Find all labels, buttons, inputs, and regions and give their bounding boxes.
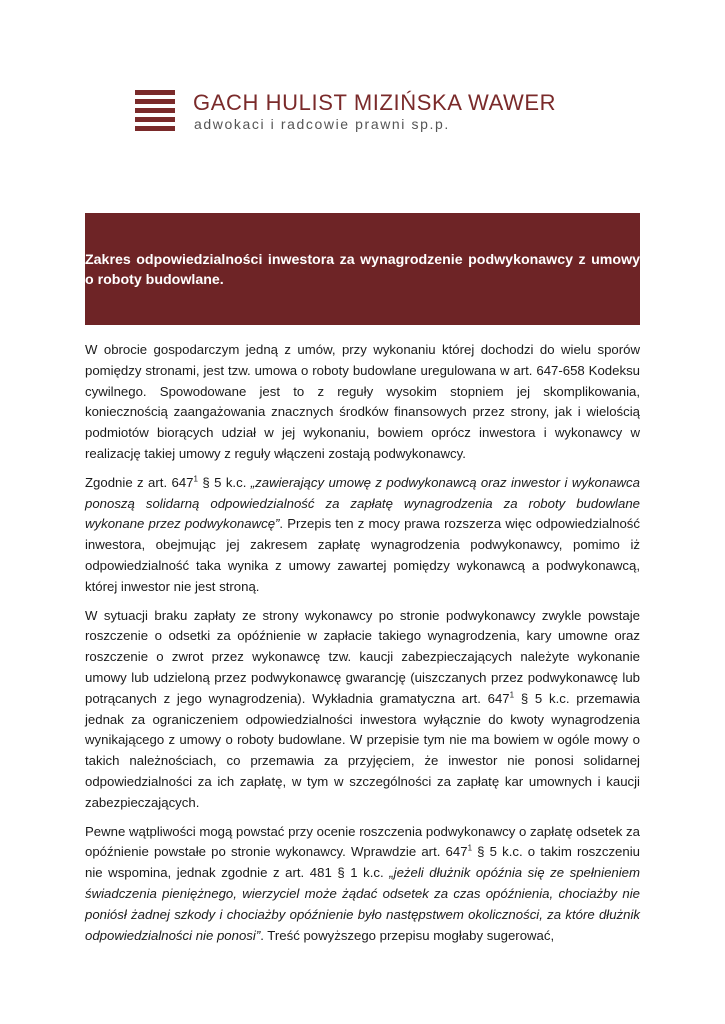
superscript: 1 [193, 474, 198, 484]
legal-quote: „zawierający umowę z podwykonawcą oraz inwestor i wykonawca ponoszą solidarną odpowiedzialność za zapłatę wynagrodzenia za roboty budowlane wykonane przez podwykonawcę” [85, 474, 640, 532]
text-run: Pewne wątpliwości mogą powstać przy ocenie roszczenia podwykonawcy o zapłatę odsetek za opóźnienie powstałe po stronie wykonawcy. Wprawdzie art. 647 [85, 823, 640, 860]
legal-quote: „jeżeli dłużnik opóźnia się ze spełnieniem świadczenia pieniężnego, wierzyciel może żądać odsetek za czas opóźnienia, chociażby nie poniósł żadnej szkody i chociażby opóźnienie było następstwem okoliczności, za które dłużnik odpowiedzialności nie ponosi” [85, 865, 640, 943]
firm-name: GACH HULIST MIZIŃSKA WAWER [193, 90, 557, 115]
paragraph-3 [85, 606, 640, 814]
superscript: 1 [509, 690, 515, 700]
title-banner [85, 213, 640, 325]
paragraph-4 [85, 822, 640, 947]
superscript: 1 [467, 843, 473, 853]
text-run: § 5 k.c. przemawia jednak za ograniczeniem odpowiedzialności inwestora wyłącznie do kwoty wynagrodzenia wynikającego z umowy o roboty budowlane. W przepisie tym nie ma bowiem w ogóle mowy o takich należnościach, co przemawia za przyjęciem, że inwestor nie ponosi solidarnej odpowiedzialności za ich zapłatę, w tym w szczególności za zapłatę kar umownych i kaucji zabezpieczających. [85, 690, 641, 810]
text-run: . Treść powyższego przepisu mogłaby sugerować, [260, 927, 555, 943]
text-run: . Przepis ten z mocy prawa rozszerza więc odpowiedzialność inwestora, obejmując jej zakresem zapłatę wynagrodzenia podwykonawcy, pomimo iż odpowiedzialność taka wynika z umowy zawartej pomiędzy wykonawcą a podwykonawcą, której inwestor nie jest stroną. [85, 516, 640, 594]
document-body [85, 340, 640, 954]
firm-subtitle: adwokaci i radcowie prawni sp.p. [194, 116, 450, 132]
text-run: W sytuacji braku zapłaty ze strony wykonawcy po stronie podwykonawcy zwykle powstaje roszczenie o odsetki za opóźnienie w zapłacie takiego wynagrodzenia, kary umowne oraz roszczenie o zwrot przez wykonawcę tzw. kaucji zabezpieczających należyte wykonanie umowy lub udzieloną przez podwykonawcę gwarancję (uiszczanych przez podwykonawcę lub potrącanych z jego wynagrodzenia). Wykładnia gramatyczna art. 647 [85, 607, 640, 706]
text-run: Zgodnie z art. 647 [85, 474, 194, 490]
text-run: § 5 k.c. o takim roszczeniu nie wspomina, jednak zgodnie z art. 481 § 1 k.c. [85, 844, 640, 881]
document-title: Zakres odpowiedzialności inwestora za wynagrodzenie podwykonawcy z umowy o roboty budowlane. [85, 252, 640, 288]
text-run: § 5 k.c. [197, 474, 251, 490]
logo-stripes-icon [135, 90, 175, 132]
paragraph-1: W obrocie gospodarczym jedną z umów, przy wykonaniu której dochodzi do wielu sporów pomiędzy stronami, jest tzw. umowa o roboty budowlane uregulowana w art. 647-658 Kodeksu cywilnego. Spowodowane jest to z reguły wysokim stopniem jej skomplikowania, koniecznością zaangażowania znacznych środków finansowych przez strony, jak i wielością podmiotów biorących udział w jej wykonaniu, bowiem oprócz inwestora i wykonawcy w realizację takiej umowy z reguły włączeni zostają podwykonawcy. [85, 342, 640, 461]
paragraph-2 [85, 473, 640, 598]
